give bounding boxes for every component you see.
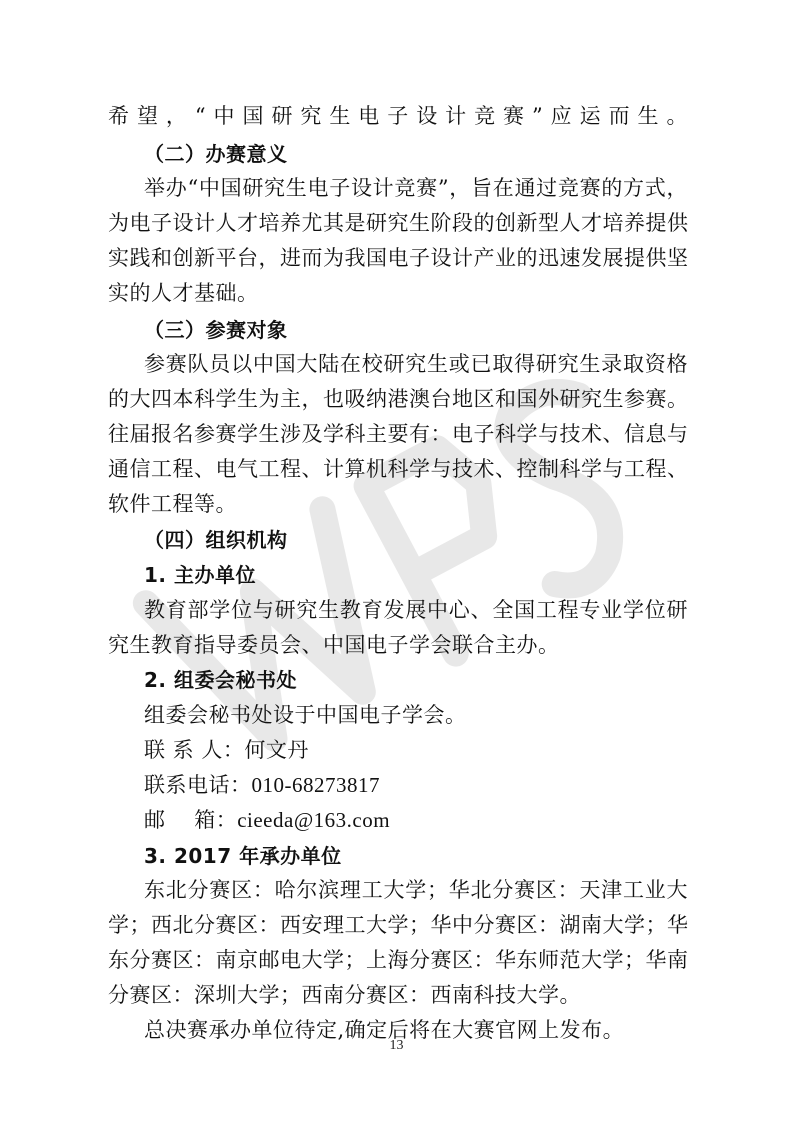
paragraph-line: 的大四本科学生为主，也吸纳港澳台地区和国外研究生参赛。	[108, 387, 689, 411]
contact-person-value: 何文丹	[244, 738, 309, 762]
subsection-heading-3: 3. 2017 年承办单位	[144, 844, 342, 868]
paragraph-line: 究生教育指导委员会、中国电子学会联合主办。	[108, 633, 560, 657]
contact-phone-label: 联系电话：	[144, 773, 252, 797]
paragraph-line: 实的人才基础。	[108, 281, 259, 305]
contact-phone-value: 010-68273817	[251, 773, 380, 797]
subsection-heading-2: 2. 组委会秘书处	[144, 668, 297, 692]
contact-email-label: 邮 箱：	[144, 808, 238, 832]
section-heading-2: （二）办赛意义	[144, 142, 288, 166]
paragraph-line: 为电子设计人才培养尤其是研究生阶段的创新型人才培养提供	[108, 211, 689, 235]
paragraph-line: 教育部学位与研究生教育发展中心、全国工程专业学位研	[144, 598, 688, 622]
paragraph-line: 东北分赛区：哈尔滨理工大学；华北分赛区：天津工业大	[144, 878, 688, 902]
paragraph-line: 实践和创新平台，进而为我国电子设计产业的迅速发展提供坚	[108, 246, 689, 270]
paragraph-line: 组委会秘书处设于中国电子学会。	[144, 703, 467, 727]
paragraph-line: 分赛区：深圳大学；西南分赛区：西南科技大学。	[108, 983, 581, 1007]
section-heading-4: （四）组织机构	[144, 528, 288, 552]
paragraph-line: 通信工程、电气工程、计算机科学与技术、控制科学与工程、	[108, 457, 689, 481]
paragraph-line: 软件工程等。	[108, 492, 237, 516]
subsection-heading-1: 1. 主办单位	[144, 563, 256, 587]
page-number: 13	[389, 1038, 404, 1053]
contact-person-label: 联 系 人：	[144, 738, 245, 762]
paragraph-line: 希望，“中国研究生电子设计竞赛”应运而生。	[108, 104, 688, 128]
contact-email-value: cieeda@163.com	[237, 808, 391, 832]
paragraph-line: 学；西北分赛区：西安理工大学；华中分赛区：湖南大学；华	[108, 913, 689, 937]
section-heading-3: （三）参赛对象	[144, 318, 288, 342]
paragraph-line: 总决赛承办单位待定,确定后将在大赛官网上发布。	[144, 1018, 625, 1042]
contact-phone-row	[144, 767, 380, 803]
paragraph-line: 东分赛区：南京邮电大学；上海分赛区：华东师范大学；华南	[108, 948, 689, 972]
paragraph-line: 举办“中国研究生电子设计竞赛”，旨在通过竞赛的方式，	[144, 176, 688, 200]
paragraph-line: 参赛队员以中国大陆在校研究生或已取得研究生录取资格	[144, 352, 688, 376]
contact-person-row	[144, 732, 309, 768]
contact-email-row	[144, 802, 390, 838]
paragraph-line: 往届报名参赛学生涉及学科主要有：电子科学与技术、信息与	[108, 422, 689, 446]
